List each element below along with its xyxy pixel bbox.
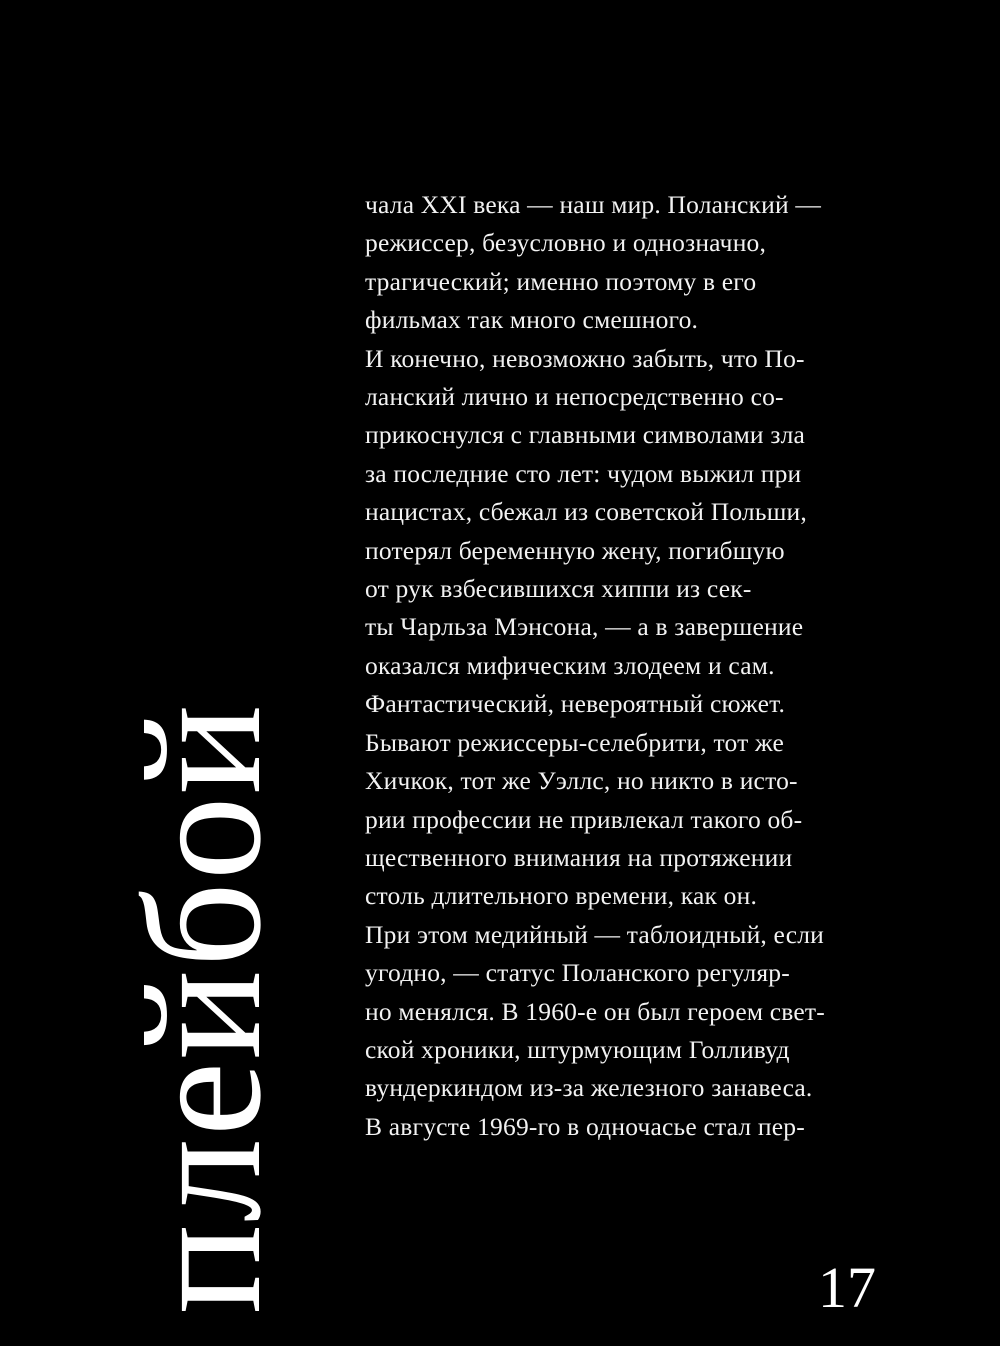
vertical-title: плейбой (110, 702, 296, 1314)
text-line: столь длительного времени, как он. (365, 881, 758, 911)
text-line: нацистах, сбежал из советской Польши, (365, 497, 807, 527)
text-line: но менялся. В 1960-е он был героем свет- (365, 996, 825, 1026)
text-line: Фантастический, невероятный сюжет. (365, 689, 786, 719)
text-line: И конечно, невозможно забыть, что По- (365, 343, 805, 373)
text-line: В августе 1969-го в одночасье стал пер- (365, 1111, 805, 1141)
text-line: ской хроники, штурмующим Голливуд (365, 1034, 790, 1064)
text-line: оказался мифическим злодеем и сам. (365, 650, 775, 680)
text-line: щественного внимания на протяжении (365, 842, 793, 872)
text-line: фильмах так много смешного. (365, 305, 699, 335)
text-line: вундеркиндом из-за железного занавеса. (365, 1073, 813, 1103)
text-line: угодно, — статус Поланского регуляр- (365, 958, 790, 988)
text-line: чала XXI века — наш мир. Поланский — (365, 190, 822, 219)
text-line: рии профессии не привлекал такого об- (365, 804, 803, 834)
text-line: потерял беременную жену, погибшую (365, 535, 785, 565)
text-line: ланский лично и непосредственно со- (365, 382, 784, 412)
text-line: за последние сто лет: чудом выжил при (365, 458, 802, 488)
text-line: При этом медийный — таблоидный, если (365, 919, 825, 949)
text-line: Хичкок, тот же Уэллс, но никто в исто- (365, 766, 798, 796)
page-number: 17 (818, 1255, 876, 1320)
text-line: режиссер, безусловно и однозначно, (365, 228, 767, 258)
body-text (365, 186, 885, 1146)
text-line: ты Чарльза Мэнсона, — а в завершение (365, 612, 804, 642)
text-line: от рук взбесившихся хиппи из сек- (365, 574, 752, 604)
text-line: прикоснулся с главными символами зла (365, 420, 806, 450)
text-line: Бывают режиссеры-селебрити, тот же (365, 727, 785, 757)
text-line: трагический; именно поэтому в его (365, 266, 757, 296)
